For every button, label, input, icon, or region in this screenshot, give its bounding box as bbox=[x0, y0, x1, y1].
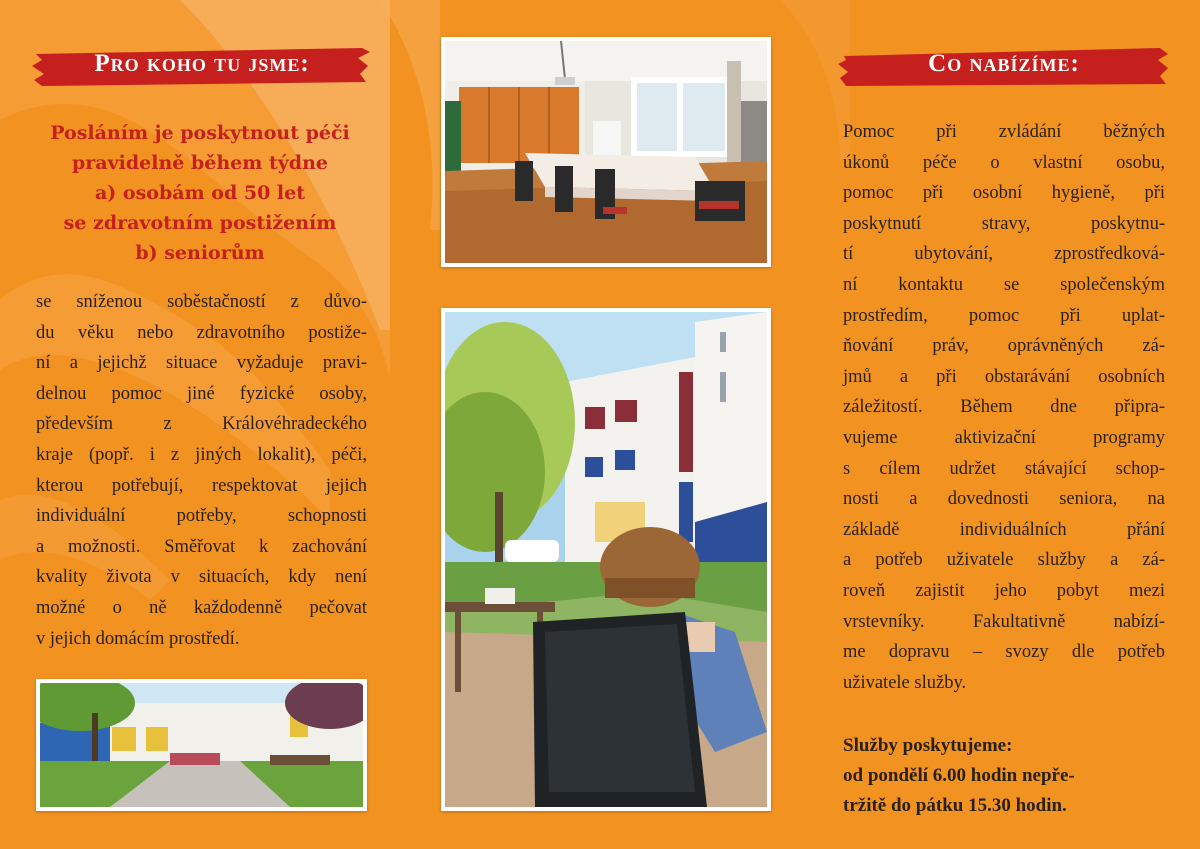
right-body-paragraph bbox=[843, 117, 1165, 698]
body-line: pomoc při osobní hygieně, při bbox=[843, 183, 1165, 204]
intro-line: b) seniorům bbox=[135, 242, 265, 264]
body-line: tí ubytování, zprostředková- bbox=[843, 244, 1165, 265]
hours-line: Služby poskytujeme: bbox=[843, 735, 1013, 756]
body-line: vrstevníky. Fakultativně nabízí- bbox=[843, 611, 1165, 632]
courtyard-illustration bbox=[445, 312, 767, 807]
hours-line: tržitě do pátku 15.30 hodin. bbox=[843, 795, 1067, 816]
body-line: základě individuálních přání bbox=[843, 519, 1165, 540]
intro-line: a) osobám od 50 let bbox=[95, 182, 305, 204]
left-heading: Pro koho tu jsme: bbox=[94, 50, 310, 77]
body-line: me dopravu – svozy dle potřeb bbox=[843, 642, 1165, 663]
body-line: kraje (popř. i z jiných lokalit), péči, bbox=[36, 444, 367, 465]
body-line: prostředím, pomoc při uplat- bbox=[843, 305, 1165, 326]
photo-dining-room bbox=[441, 37, 771, 267]
garden-illustration bbox=[40, 683, 363, 807]
body-line: ní kontaktu se společenským bbox=[843, 274, 1165, 295]
body-line: jmů a při obstarávání osobních bbox=[843, 366, 1165, 387]
hours-line: od pondělí 6.00 hodin nepře- bbox=[843, 765, 1075, 786]
body-line: ní a jejichž situace vyžaduje pravi- bbox=[36, 353, 367, 374]
photo-courtyard-senior bbox=[441, 308, 771, 811]
body-line: záležitostí. Během dne připra- bbox=[843, 397, 1165, 418]
body-line: vujeme aktivizační programy bbox=[843, 427, 1165, 448]
left-heading-ribbon bbox=[32, 44, 372, 90]
service-hours bbox=[843, 731, 1173, 821]
body-line: poskytnutí stravy, poskytnu- bbox=[843, 213, 1165, 234]
body-line: především z Královéhradeckého bbox=[36, 414, 367, 435]
body-line: uživatele služby. bbox=[843, 672, 967, 693]
body-line: nosti a dovednosti seniora, na bbox=[843, 489, 1165, 510]
body-line: a potřeb uživatele služby a zá- bbox=[843, 550, 1165, 571]
intro-line: pravidelně během týdne bbox=[72, 152, 328, 174]
body-line: a možnosti. Směřovat k zachování bbox=[36, 536, 367, 557]
body-line: v jejich domácím prostředí. bbox=[36, 628, 240, 649]
right-heading: Co nabízíme: bbox=[928, 50, 1080, 77]
body-line: delnou pomoc jiné fyzické osoby, bbox=[36, 383, 367, 404]
body-line: se sníženou soběstačností z důvo- bbox=[36, 292, 367, 312]
right-heading-ribbon bbox=[838, 44, 1170, 90]
body-line: úkonů péče o vlastní osobu, bbox=[843, 152, 1165, 173]
body-line: kvality života v situacích, kdy není bbox=[36, 567, 367, 588]
body-line: ňování práv, oprávněných zá- bbox=[843, 336, 1165, 357]
body-line: roveň zajistit jeho pobyt mezi bbox=[843, 580, 1165, 601]
intro-line: se zdravotním postižením bbox=[63, 212, 337, 234]
left-body-paragraph bbox=[36, 287, 367, 654]
body-line: s cílem udržet stávající schop- bbox=[843, 458, 1165, 479]
body-line: du věku nebo zdravotního postiže- bbox=[36, 322, 367, 343]
body-line: individuální potřeby, schopnosti bbox=[36, 506, 367, 527]
intro-line: Posláním je poskytnout péči bbox=[50, 122, 350, 144]
dining-room-illustration bbox=[445, 41, 767, 263]
mission-intro bbox=[30, 118, 370, 268]
body-line: možné o ně každodenně pečovat bbox=[36, 597, 367, 618]
photo-garden bbox=[36, 679, 367, 811]
body-line: Pomoc při zvládání běžných bbox=[843, 122, 1165, 142]
body-line: kterou potřebují, respektovat jejich bbox=[36, 475, 367, 496]
